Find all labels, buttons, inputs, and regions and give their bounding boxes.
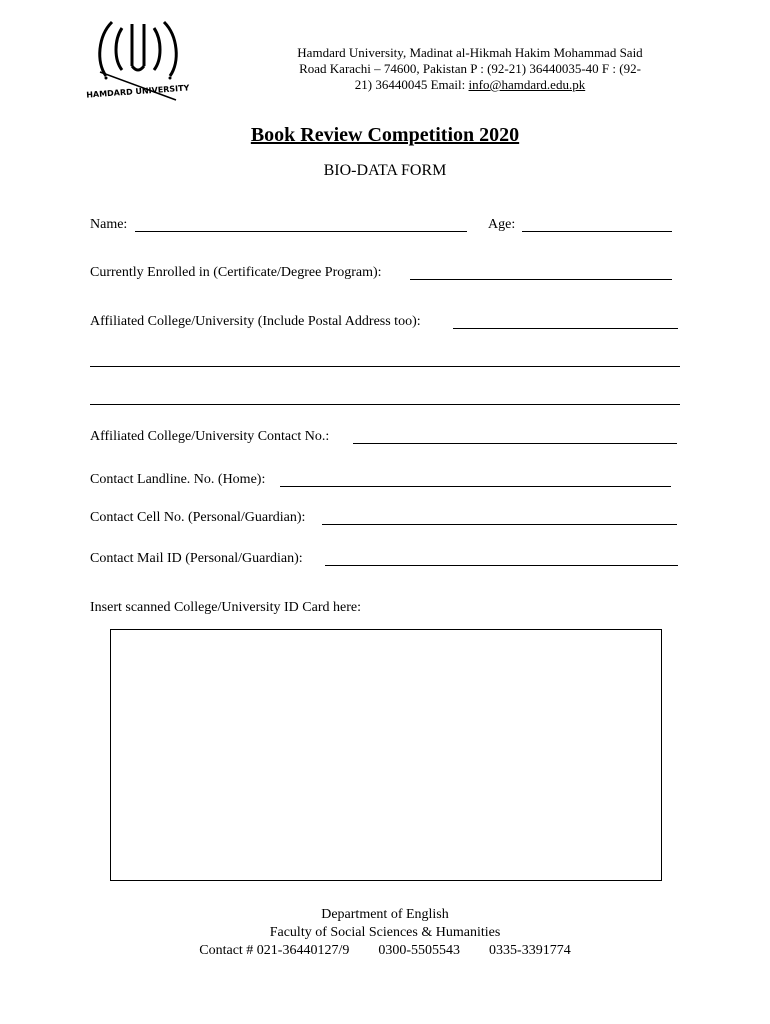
enrolled-field[interactable] [410,279,672,280]
address-line-1: Hamdard University, Madinat al-Hikmah Hakim Mohammad Said [297,45,643,60]
cell-label: Contact Cell No. (Personal/Guardian): [90,510,306,525]
age-label: Age: [488,217,516,232]
age-field[interactable] [522,231,672,232]
email-link[interactable]: info@hamdard.edu.pk [468,77,586,92]
header-address [282,45,658,93]
university-logo [86,14,190,102]
address-field-line-2[interactable] [90,404,680,405]
landline-label: Contact Landline. No. (Home): [90,472,266,487]
mail-field[interactable] [325,565,678,566]
id-card-upload-box[interactable] [110,629,662,881]
footer [0,906,770,960]
form-subtitle: BIO-DATA FORM [323,162,447,179]
address-line-3: 21) 36440045 Email: info@hamdard.edu.pk [354,77,586,92]
footer-department: Department of English [321,907,449,922]
footer-contact-3: 0335-3391774 [489,943,571,958]
affiliated-label: Affiliated College/University (Include Postal Address too): [90,314,421,329]
affiliated-field[interactable] [453,328,678,329]
address-line-2: Road Karachi – 74600, Pakistan P : (92-21) 36440035-40 F : (92- [299,61,641,76]
footer-contact-2: 0300-5505543 [378,943,461,958]
enrolled-label: Currently Enrolled in (Certificate/Degree Program): [90,265,382,280]
footer-contact-1: Contact # 021-36440127/9 [199,943,350,958]
address-field-line-1[interactable] [90,366,680,367]
page-title: Book Review Competition 2020 [250,124,520,146]
footer-contacts [0,942,770,960]
name-label: Name: [90,217,128,232]
mail-label: Contact Mail ID (Personal/Guardian): [90,551,303,566]
logo-text: HAMDARD UNIVERSITY [86,83,190,100]
name-field[interactable] [135,231,467,232]
contact-no-field[interactable] [353,443,677,444]
id-card-label: Insert scanned College/University ID Card here: [90,600,361,615]
footer-faculty: Faculty of Social Sciences & Humanities [269,925,501,940]
cell-field[interactable] [322,524,677,525]
landline-field[interactable] [280,486,671,487]
contact-no-label: Affiliated College/University Contact No.: [90,429,330,444]
